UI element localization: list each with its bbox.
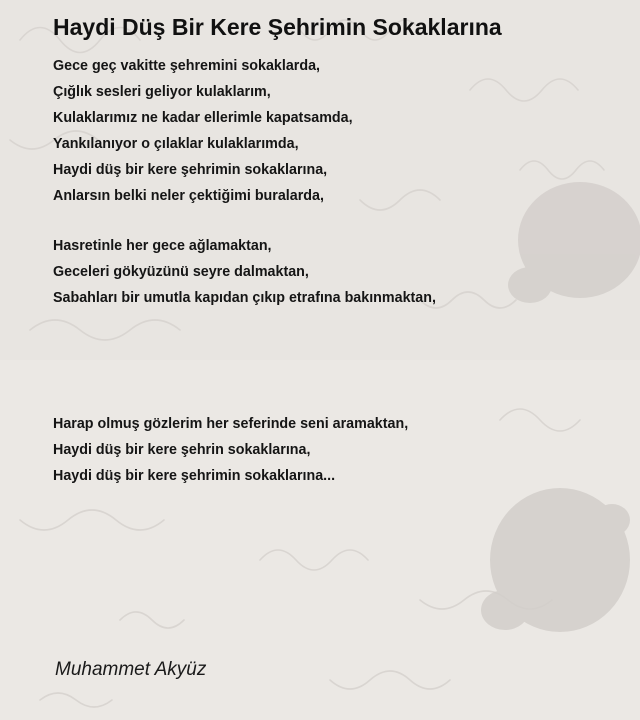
poem-title: Haydi Düş Bir Kere Şehrimin Sokaklarına [53,14,502,40]
poem-line: Geceleri gökyüzünü seyre dalmaktan, [53,264,309,280]
poem-stanza-3 [53,411,408,489]
poem-line: Kulaklarımız ne kadar ellerimle kapatsamda, [53,110,353,126]
poem-line: Haydi düş bir kere şehrimin sokaklarına, [53,162,328,178]
poem-stanza-2 [53,233,436,311]
poem-line: Yankılanıyor o çılaklar kulaklarımda, [53,136,299,152]
poem-line: Harap olmuş gözlerim her seferinde seni aramaktan, [53,416,409,432]
poem-line: Gece geç vakitte şehremini sokaklarda, [53,58,321,74]
poem-line: Haydi düş bir kere şehrin sokaklarına, [53,442,311,458]
poem-line: Haydi düş bir kere şehrimin sokaklarına... [53,468,336,484]
poem-line: Hasretinle her gece ağlamaktan, [53,238,272,254]
poem-line: Anlarsın belki neler çektiğimi buralarda, [53,188,324,204]
poem-line: Sabahları bir umutla kapıdan çıkıp etrafına bakınmaktan, [53,290,436,306]
poem-author: Muhammet Akyüz [55,659,207,680]
poem-stanza-1 [53,53,353,209]
poem-line: Çığlık sesleri geliyor kulaklarım, [53,84,271,100]
